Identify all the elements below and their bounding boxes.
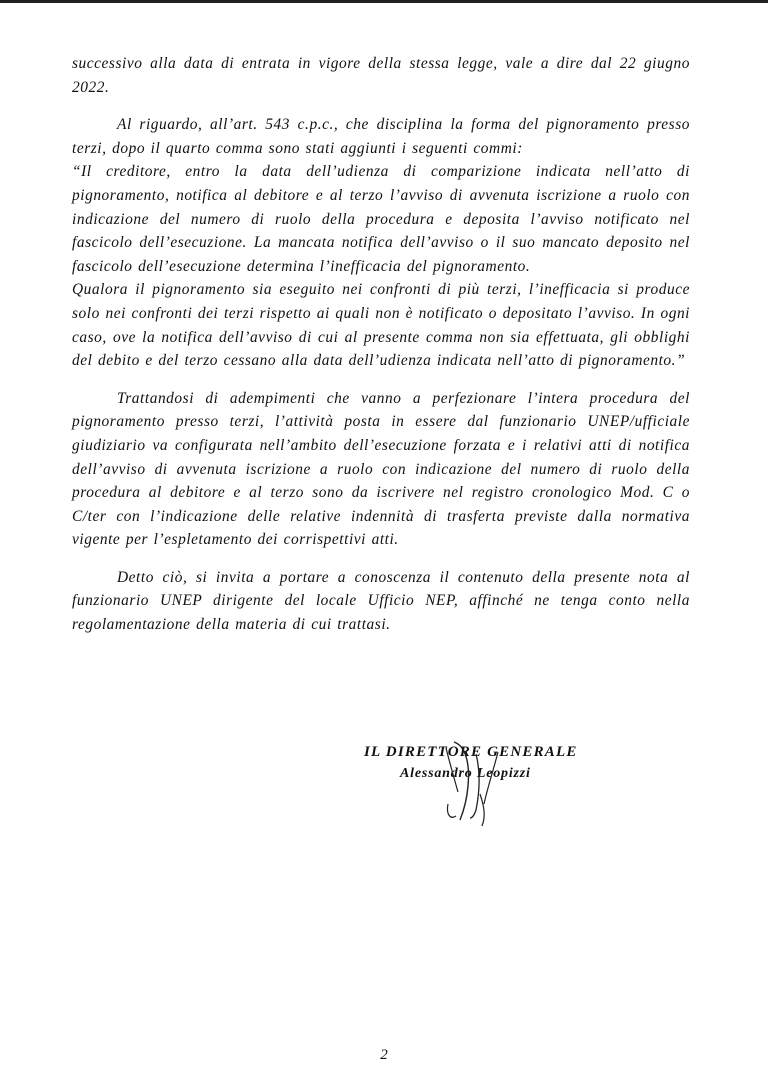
- paragraph-art-543: Al riguardo, all’art. 543 c.p.c., che disciplina la forma del pignoramento presso terzi, dopo il quarto comma sono stati aggiunti i seguenti commi:: [72, 116, 690, 157]
- top-rule: [0, 0, 768, 3]
- paragraph-invito: Detto ciò, si invita a portare a conoscenza il contenuto della presente nota al funzionario UNEP dirigente del locale Ufficio NEP, affinché ne tenga conto nella regolamentazione della materia di cui trattasi.: [72, 568, 690, 634]
- quoted-commi: [72, 160, 690, 372]
- signatory-name: Alessandro Leopizzi: [400, 766, 531, 781]
- signature-block: [364, 744, 624, 834]
- signatory-title: IL DIRETTORE GENERALE: [364, 744, 578, 760]
- paragraph-adempimenti: Trattandosi di adempimenti che vanno a perfezionare l’intera procedura del pignoramento presso terzi, l’attività posta in essere dal funzionario UNEP/ufficiale giudiziario va configurata nell’ambito dell’esecuzione forzata e i relativi atti di notifica dell’avviso di avvenuta iscrizione a ruolo con indicazione del numero di ruolo della procedura al debitore e al terzo sono da iscrivere nel registro cronologico Mod. C o C/ter con l’indicazione delle relative indennità di trasferta previste dalla normativa vigente per l’espletamento dei corrispettivi atti.: [72, 389, 690, 549]
- quote-paragraph-2: Qualora il pignoramento sia eseguito nei confronti di più terzi, l’inefficacia si produce solo nei confronti dei terzi rispetto ai quali non è notificato o depositato l’avviso. In ogni caso, ove la notifica dell’avviso di cui al presente comma non sia effettuata, gli obblighi del debito e del terzo cessano alla data dell’udienza indicata nell’atto di pignoramento.”: [72, 281, 691, 370]
- document-body: [72, 52, 690, 651]
- paragraph-continuation: successivo alla data di entrata in vigore della stessa legge, vale a dire dal 22 giugno 2022.: [72, 55, 690, 96]
- page-number: 2: [380, 1047, 388, 1063]
- quote-paragraph-1: “Il creditore, entro la data dell’udienza di comparizione indicata nell’atto di pignoramento, notifica al debitore e al terzo l’avviso di avvenuta iscrizione a ruolo con indicazione del numero di ruolo della procedura e deposita l’avviso notificato nel fascicolo dell’esecuzione. La mancata notifica dell’avviso o il suo mancato deposito nel fascicolo dell’esecuzione determina l’inefficacia del pignoramento.: [72, 163, 690, 275]
- handwritten-signature: [424, 734, 524, 834]
